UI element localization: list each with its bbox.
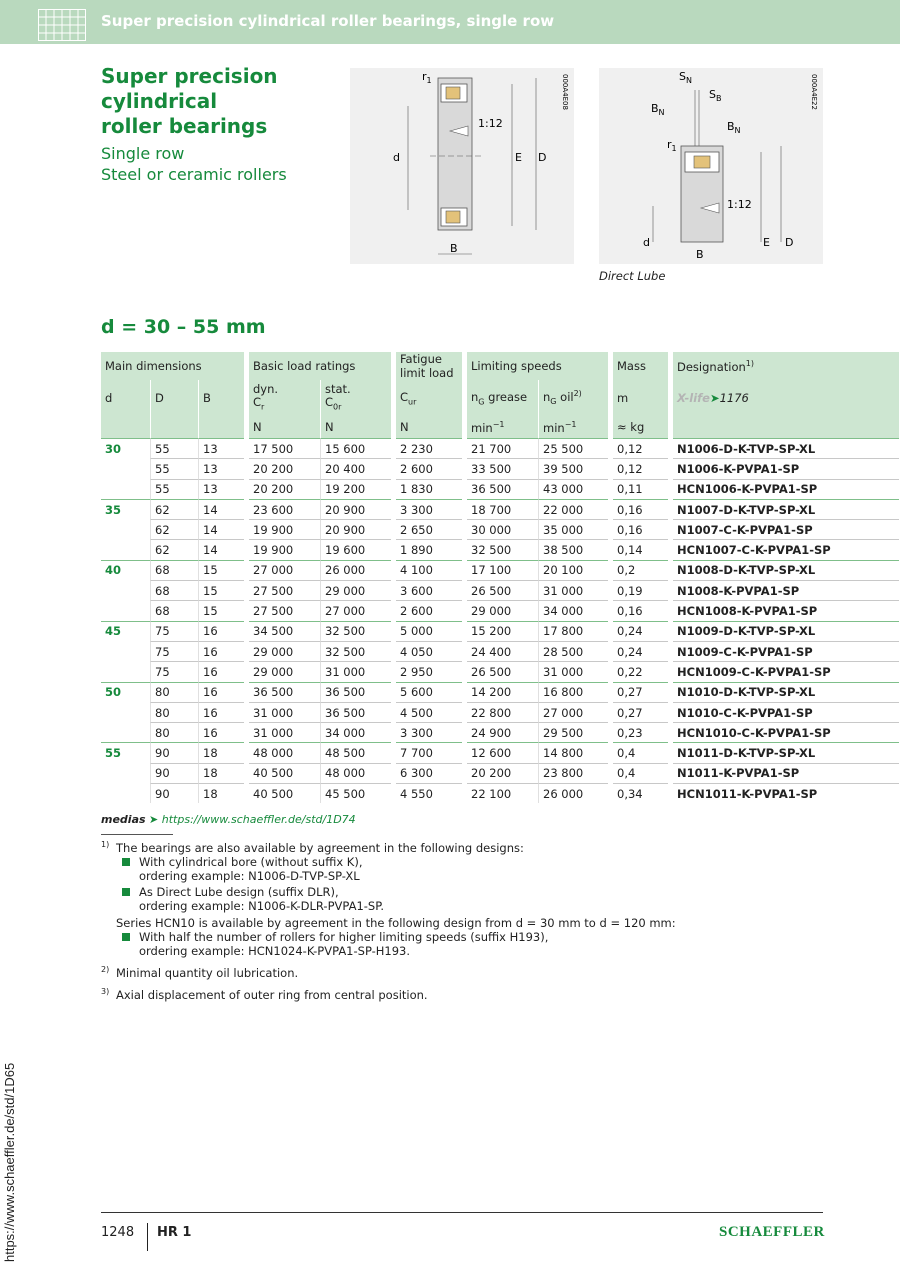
- table-cell: 29 500: [538, 722, 608, 742]
- side-url[interactable]: https://www.schaeffler.de/std/1D65: [2, 1062, 17, 1262]
- label-d: d: [643, 236, 650, 249]
- designation-cell: HCN1006-K-PVPA1-SP: [673, 479, 899, 499]
- table-cell: 36 500: [320, 702, 391, 722]
- table-cell: 14: [198, 539, 244, 559]
- table-cell: 32 500: [320, 641, 391, 661]
- table-cell: 28 500: [538, 641, 608, 661]
- table-cell: 18 700: [467, 499, 538, 519]
- table-cell: 68: [150, 560, 198, 580]
- col-xlife: X-life➤1176: [673, 380, 899, 416]
- table-row: [101, 641, 899, 661]
- table-row: [101, 621, 899, 641]
- footer-separator: [147, 1223, 148, 1251]
- table-cell: 80: [150, 722, 198, 742]
- group-designation: Designation$^{1)}$: [673, 352, 899, 380]
- bearing-drawing-direct-lube: [599, 68, 823, 264]
- table-row: [101, 560, 899, 580]
- table-cell: 36 500: [249, 682, 320, 702]
- table-cell: 20 900: [320, 499, 391, 519]
- table-row: [101, 458, 899, 478]
- table-cell: 13: [198, 458, 244, 478]
- designation-cell: HCN1010-C-K-PVPA1-SP: [673, 722, 899, 742]
- table-cell: 0,14: [613, 539, 668, 559]
- header-bar: [0, 0, 900, 44]
- table-cell: 22 100: [467, 783, 538, 803]
- label-ratio: 1:12: [478, 117, 503, 130]
- subtitle: [101, 143, 287, 185]
- table-cell: 0,23: [613, 722, 668, 742]
- table-cell: 5 600: [396, 682, 462, 702]
- table-group-header: [101, 352, 899, 380]
- table-cell: 15: [198, 560, 244, 580]
- table-cell: 0,19: [613, 580, 668, 600]
- xlife-logo: X-life: [677, 391, 710, 405]
- table-cell: 0,27: [613, 682, 668, 702]
- table-cell: [101, 702, 150, 722]
- arrow-icon: ➤: [709, 391, 720, 405]
- table-cell: 19 900: [249, 519, 320, 539]
- table-cell: 15: [198, 600, 244, 620]
- table-cell: 75: [150, 621, 198, 641]
- table-row: [101, 499, 899, 519]
- table-cell: 34 000: [320, 722, 391, 742]
- table-cell: 14 200: [467, 682, 538, 702]
- table-cell: 55: [150, 458, 198, 478]
- table-cell: 0,24: [613, 621, 668, 641]
- table-cell: 2 600: [396, 458, 462, 478]
- designation-cell: HCN1007-C-K-PVPA1-SP: [673, 539, 899, 559]
- table-cell: 0,16: [613, 499, 668, 519]
- table-cell: 29 000: [467, 600, 538, 620]
- designation-cell: N1007-D-K-TVP-SP-XL: [673, 499, 899, 519]
- table-cell: 0,12: [613, 438, 668, 458]
- table-cell: 23 800: [538, 763, 608, 783]
- footnote-1: 1) The bearings are also available by agreement in the following designs:: [101, 840, 524, 855]
- col-mass: m: [613, 380, 668, 416]
- table-cell: 16: [198, 722, 244, 742]
- col-D: D: [150, 380, 198, 416]
- medias-link[interactable]: [101, 813, 356, 826]
- table-cell: 50: [101, 682, 150, 702]
- table-cell: 14: [198, 499, 244, 519]
- table-cell: 2 230: [396, 438, 462, 458]
- table-row: [101, 600, 899, 620]
- unit-mass: ≈ kg: [613, 416, 668, 438]
- table-cell: 16: [198, 682, 244, 702]
- table-cell: 27 500: [249, 600, 320, 620]
- main-title-line: roller bearings: [101, 114, 268, 138]
- table-row: [101, 519, 899, 539]
- drawing-code: 000A4E22: [810, 74, 818, 110]
- table-row: [101, 438, 899, 458]
- footnote-2: 2) Minimal quantity oil lubrication.: [101, 965, 299, 980]
- table-cell: 19 600: [320, 539, 391, 559]
- table-cell: 20 400: [320, 458, 391, 478]
- footnote-rule: [101, 834, 173, 835]
- table-cell: 21 700: [467, 438, 538, 458]
- table-cell: [101, 479, 150, 499]
- table-cell: [101, 580, 150, 600]
- table-cell: 31 000: [538, 580, 608, 600]
- label-BN: $B_N$: [651, 102, 665, 117]
- table-cell: 0,22: [613, 661, 668, 681]
- table-cell: 19 200: [320, 479, 391, 499]
- table-cell: 36 500: [467, 479, 538, 499]
- footnote-3: 3) Axial displacement of outer ring from central position.: [101, 987, 428, 1002]
- table-cell: 0,16: [613, 600, 668, 620]
- table-cell: 13: [198, 479, 244, 499]
- table-cell: 4 100: [396, 560, 462, 580]
- group-basic-load-ratings: Basic load ratings: [249, 352, 391, 380]
- table-cell: 2 950: [396, 661, 462, 681]
- table-cell: 3 600: [396, 580, 462, 600]
- table-cell: 16: [198, 641, 244, 661]
- group-mass: Mass: [613, 352, 668, 380]
- footer-rule: [101, 1212, 823, 1213]
- medias-label: medias: [101, 813, 146, 826]
- table-cell: 18: [198, 783, 244, 803]
- col-ng-oil: $n_G$ oil$^{2)}$: [538, 380, 608, 416]
- table-cell: 0,4: [613, 742, 668, 762]
- table-cell: 25 500: [538, 438, 608, 458]
- table-cell: 18: [198, 763, 244, 783]
- label-B: B: [696, 248, 704, 261]
- table-cell: 29 000: [249, 641, 320, 661]
- table-cell: 43 000: [538, 479, 608, 499]
- table-cell: 36 500: [320, 682, 391, 702]
- table-cell: 13: [198, 438, 244, 458]
- table-row: [101, 702, 899, 722]
- table-cell: 0,24: [613, 641, 668, 661]
- table-cell: 5 000: [396, 621, 462, 641]
- unit-ng-grease: $\min^{-1}$: [467, 416, 538, 438]
- footnotes: [101, 839, 861, 1002]
- label-r1: $r_1$: [422, 70, 432, 85]
- group-fatigue-limit-load: Fatigue limit load: [396, 352, 462, 380]
- table-cell: 15 600: [320, 438, 391, 458]
- table-cell: [101, 600, 150, 620]
- table-row: [101, 682, 899, 702]
- table-cell: 31 000: [249, 702, 320, 722]
- table-row: [101, 742, 899, 762]
- table-cell: 90: [150, 763, 198, 783]
- table-cell: [101, 539, 150, 559]
- table-row: [101, 763, 899, 783]
- table-cell: 31 000: [249, 722, 320, 742]
- table-cell: 2 600: [396, 600, 462, 620]
- table-cell: 0,11: [613, 479, 668, 499]
- table-cell: 24 400: [467, 641, 538, 661]
- table-cell: 34 000: [538, 600, 608, 620]
- designation-cell: N1009-D-K-TVP-SP-XL: [673, 621, 899, 641]
- table-cell: 40 500: [249, 763, 320, 783]
- table-cell: [101, 783, 150, 803]
- table-cell: 17 500: [249, 438, 320, 458]
- table-cell: 1 830: [396, 479, 462, 499]
- designation-cell: N1010-C-K-PVPA1-SP: [673, 702, 899, 722]
- footnote-bullet: With half the number of rollers for higher limiting speeds (suffix H193), ordering example: HCN1024-K-PVPA1-SP-H193.: [101, 930, 861, 958]
- table-cell: 0,16: [613, 519, 668, 539]
- designation-cell: N1006-K-PVPA1-SP: [673, 458, 899, 478]
- table-cell: 0,2: [613, 560, 668, 580]
- main-title-line: cylindrical: [101, 89, 218, 113]
- table-cell: 26 500: [467, 661, 538, 681]
- table-cell: 7 700: [396, 742, 462, 762]
- table-cell: [101, 661, 150, 681]
- table-cell: 27 500: [249, 580, 320, 600]
- table-cell: 90: [150, 742, 198, 762]
- group-main-dimensions: Main dimensions: [101, 352, 244, 380]
- designation-cell: N1010-D-K-TVP-SP-XL: [673, 682, 899, 702]
- table-cell: 48 000: [320, 763, 391, 783]
- bearing-table: [101, 352, 899, 803]
- table-cell: 12 600: [467, 742, 538, 762]
- table-cell: 0,27: [613, 702, 668, 722]
- grid-icon: [38, 9, 86, 41]
- table-cell: 3 300: [396, 499, 462, 519]
- bearing-drawing: [350, 68, 574, 264]
- table-cell: [101, 519, 150, 539]
- table-cell: 48 500: [320, 742, 391, 762]
- table-row: [101, 580, 899, 600]
- table-cell: 62: [150, 539, 198, 559]
- arrow-icon: ➤: [149, 813, 159, 826]
- table-cell: 29 000: [320, 580, 391, 600]
- table-cell: 16 800: [538, 682, 608, 702]
- table-cell: 20 200: [249, 458, 320, 478]
- table-cell: 80: [150, 682, 198, 702]
- table-row: [101, 661, 899, 681]
- table-cell: 55: [150, 479, 198, 499]
- label-d: d: [393, 151, 400, 164]
- footnote-bullet: As Direct Lube design (suffix DLR), ordering example: N1006-K-DLR-PVPA1-SP.: [101, 885, 861, 913]
- table-cell: 62: [150, 499, 198, 519]
- brand-logo: SCHAEFFLER: [719, 1224, 825, 1240]
- table-cell: 20 200: [249, 479, 320, 499]
- designation-cell: N1011-K-PVPA1-SP: [673, 763, 899, 783]
- designation-cell: N1008-D-K-TVP-SP-XL: [673, 560, 899, 580]
- col-ng-grease: $n_G$ grease: [467, 380, 538, 416]
- table-cell: 24 900: [467, 722, 538, 742]
- table-cell: 26 500: [467, 580, 538, 600]
- designation-cell: N1009-C-K-PVPA1-SP: [673, 641, 899, 661]
- bullet-square-icon: [122, 888, 130, 896]
- label-SN: $S_N$: [679, 70, 692, 85]
- subtitle-line: Steel or ceramic rollers: [101, 165, 287, 184]
- label-E: E: [763, 236, 770, 249]
- designation-cell: HCN1008-K-PVPA1-SP: [673, 600, 899, 620]
- table-cell: 31 000: [320, 661, 391, 681]
- table-cell: 14 800: [538, 742, 608, 762]
- table-cell: [101, 763, 150, 783]
- table-cell: 32 500: [467, 539, 538, 559]
- table-cell: 48 000: [249, 742, 320, 762]
- table-cell: 16: [198, 621, 244, 641]
- table-cell: 27 000: [320, 600, 391, 620]
- table-cell: 32 500: [320, 621, 391, 641]
- label-D: D: [538, 151, 547, 164]
- table-cell: 23 600: [249, 499, 320, 519]
- designation-cell: N1008-K-PVPA1-SP: [673, 580, 899, 600]
- drawing-caption: Direct Lube: [599, 269, 666, 283]
- table-cell: 62: [150, 519, 198, 539]
- table-cell: 31 000: [538, 661, 608, 681]
- label-SB: $S_B$: [709, 88, 722, 103]
- subtitle-line: Single row: [101, 144, 185, 163]
- unit-ng-oil: $\min^{-1}$: [538, 416, 608, 438]
- table-cell: 68: [150, 600, 198, 620]
- table-cell: 39 500: [538, 458, 608, 478]
- table-cell: 26 000: [320, 560, 391, 580]
- label-BN-right: $B_N$: [727, 120, 741, 135]
- table-cell: 4 550: [396, 783, 462, 803]
- col-d: d: [101, 380, 150, 416]
- unit-c0r: N: [320, 416, 391, 438]
- label-ratio: 1:12: [727, 198, 752, 211]
- table-cell: 30: [101, 438, 150, 458]
- main-title: [101, 64, 287, 139]
- table-cell: 45: [101, 621, 150, 641]
- table-cell: 20 100: [538, 560, 608, 580]
- label-E: E: [515, 151, 522, 164]
- table-cell: 0,12: [613, 458, 668, 478]
- label-D: D: [785, 236, 794, 249]
- table-row: [101, 539, 899, 559]
- table-cell: 0,34: [613, 783, 668, 803]
- table-cell: 16: [198, 702, 244, 722]
- table-cell: 75: [150, 641, 198, 661]
- table-cell: 90: [150, 783, 198, 803]
- medias-url[interactable]: https://www.schaeffler.de/std/1D74: [161, 813, 356, 826]
- table-cell: 14: [198, 519, 244, 539]
- table-cell: 40 500: [249, 783, 320, 803]
- table-cell: [101, 722, 150, 742]
- bullet-square-icon: [122, 858, 130, 866]
- table-cell: 22 000: [538, 499, 608, 519]
- table-cell: 1 890: [396, 539, 462, 559]
- table-cell: 35 000: [538, 519, 608, 539]
- table-cell: 68: [150, 580, 198, 600]
- range-title: d = 30 – 55 mm: [101, 316, 266, 338]
- table-cell: 45 500: [320, 783, 391, 803]
- title-block: [101, 64, 287, 185]
- table-cell: 15: [198, 580, 244, 600]
- designation-cell: N1011-D-K-TVP-SP-XL: [673, 742, 899, 762]
- table-cell: 19 900: [249, 539, 320, 559]
- table-cell: 55: [150, 438, 198, 458]
- main-title-line: Super precision: [101, 64, 278, 88]
- table-cell: 17 800: [538, 621, 608, 641]
- table-cell: 18: [198, 742, 244, 762]
- table-cell: 20 900: [320, 519, 391, 539]
- table-cell: 40: [101, 560, 150, 580]
- table-cell: 35: [101, 499, 150, 519]
- table-cell: 0,4: [613, 763, 668, 783]
- table-cell: 6 300: [396, 763, 462, 783]
- table-cell: 26 000: [538, 783, 608, 803]
- table-cell: 20 200: [467, 763, 538, 783]
- table-cell: 16: [198, 661, 244, 681]
- col-cur: $C_{ur}$: [396, 380, 462, 416]
- catalog-name: HR 1: [157, 1225, 192, 1240]
- table-cell: 29 000: [249, 661, 320, 681]
- table-cell: 15 200: [467, 621, 538, 641]
- table-cell: 55: [101, 742, 150, 762]
- designation-cell: HCN1009-C-K-PVPA1-SP: [673, 661, 899, 681]
- table-row: [101, 722, 899, 742]
- header-title: Super precision cylindrical roller bearings, single row: [101, 12, 555, 30]
- table-cell: 75: [150, 661, 198, 681]
- label-B: B: [450, 242, 458, 255]
- page-number: 1248: [101, 1225, 135, 1240]
- col-cr: dyn. $C_r$: [249, 380, 320, 416]
- table-cell: 34 500: [249, 621, 320, 641]
- table-cell: 17 100: [467, 560, 538, 580]
- table-cell: 27 000: [538, 702, 608, 722]
- drawing-code: 000A4E08: [561, 74, 569, 110]
- designation-cell: N1006-D-K-TVP-SP-XL: [673, 438, 899, 458]
- table-row: [101, 783, 899, 803]
- designation-cell: N1007-C-K-PVPA1-SP: [673, 519, 899, 539]
- footnote-bullet: With cylindrical bore (without suffix K), ordering example: N1006-D-TVP-SP-XL: [101, 855, 861, 883]
- table-cell: [101, 641, 150, 661]
- unit-cur: N: [396, 416, 462, 438]
- table-cell: 27 000: [249, 560, 320, 580]
- table-units-row: [101, 416, 899, 438]
- designation-cell: HCN1011-K-PVPA1-SP: [673, 783, 899, 803]
- table-cell: 80: [150, 702, 198, 722]
- table-row: [101, 479, 899, 499]
- table-cell: [101, 458, 150, 478]
- table-cell: 30 000: [467, 519, 538, 539]
- footnote-series: Series HCN10 is available by agreement in the following design from d = 30 mm to d = 120 mm:: [116, 916, 676, 930]
- group-limiting-speeds: Limiting speeds: [467, 352, 608, 380]
- table-cell: 2 650: [396, 519, 462, 539]
- bearing-cross-section: [599, 68, 823, 264]
- col-c0r: stat. $C_{0r}$: [320, 380, 391, 416]
- bearing-cross-section: [350, 68, 574, 264]
- bullet-square-icon: [122, 933, 130, 941]
- table-column-header: [101, 380, 899, 416]
- table-cell: 3 300: [396, 722, 462, 742]
- table-cell: 38 500: [538, 539, 608, 559]
- table-cell: 4 500: [396, 702, 462, 722]
- label-r1: $r_1$: [667, 138, 677, 153]
- unit-cr: N: [249, 416, 320, 438]
- col-B: B: [198, 380, 244, 416]
- table-cell: 4 050: [396, 641, 462, 661]
- table-cell: 33 500: [467, 458, 538, 478]
- table-cell: 22 800: [467, 702, 538, 722]
